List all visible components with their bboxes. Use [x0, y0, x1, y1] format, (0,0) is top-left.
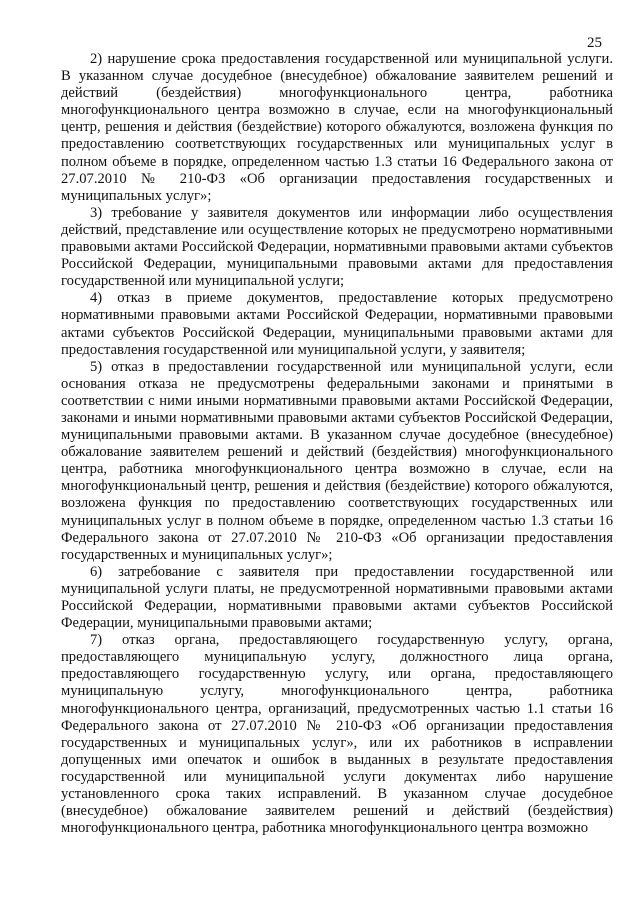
paragraph-item-6: 6) затребование с заявителя при предоставлении государственной или муниципальной услуги платы, не предусмотренной нормативными правовыми актами Российской Федерации, нормативными правовыми актами субъектов Российской Федерации, муниципальными правовыми актами; [61, 563, 613, 632]
paragraph-item-5: 5) отказ в предоставлении государственной или муниципальной услуги, если основания отказа не предусмотрены федеральными законами и принятыми в соответствии с ними иными нормативными правовыми актами Российской Федерации, законами и иными нормативными правовыми актами субъектов Российской Федерации, муниципальными правовыми актами. В указанном случае досудебное (внесудебное) обжалование заявителем решений и действий (бездействия) многофункционального центра, работника многофункционального центра возможно в случае, если на многофункциональный центр, решения и действия (бездействие) которого обжалуются, возложена функция по предоставлению соответствующих государственных или муниципальных услуг в полном объеме в порядке, определенном частью 1.3 статьи 16 Федерального закона от 27.07.2010 № 210-ФЗ «Об организации предоставления государственных и муниципальных услуг»; [61, 358, 613, 563]
paragraph-item-7: 7) отказ органа, предоставляющего государственную услугу, органа, предоставляющего муниципальную услугу, должностного лица органа, предоставляющего государственную услугу, или органа, предоставляющего муниципальную услугу, многофункционального центра, работника многофункционального центра, организаций, предусмотренных частью 1.1 статьи 16 Федерального закона от 27.07.2010 № 210-ФЗ «Об организации предоставления государственных и муниципальных услуг», или их работников в исправлении допущенных ими опечаток и ошибок в выданных в результате предоставления государственной или муниципальной услуги документах либо нарушение установленного срока таких исправлений. В указанном случае досудебное (внесудебное) обжалование заявителем решений и действий (бездействия) многофункционального центра, работника многофункционального центра возможно [61, 632, 613, 837]
document-body [61, 51, 613, 837]
page-number: 25 [587, 35, 602, 51]
paragraph-item-4: 4) отказ в приеме документов, предоставление которых предусмотрено нормативными правовыми актами Российской Федерации, нормативными правовыми актами субъектов Российской Федерации, муниципальными правовыми актами для предоставления государственной или муниципальной услуги, у заявителя; [61, 290, 613, 358]
paragraph-item-2: 2) нарушение срока предоставления государственной или муниципальной услуги. В указанном случае досудебное (внесудебное) обжалование заявителем решений и действий (бездействия) многофункционального центра, работника многофункционального центра возможно в случае, если на многофункциональный центр, решения и действия (бездействие) которого обжалуются, возложена функция по предоставлению соответствующих государственных или муниципальных услуг в полном объеме в порядке, определенном частью 1.3 статьи 16 Федерального закона от 27.07.2010 № 210-ФЗ «Об организации предоставления государственных и муниципальных услуг»; [61, 51, 613, 204]
paragraph-item-3: 3) требование у заявителя документов или информации либо осуществления действий, представление или осуществление которых не предусмотрено нормативными правовыми актами Российской Федерации, нормативными правовыми актами субъектов Российской Федерации, муниципальными правовыми актами для предоставления государственной или муниципальной услуги; [61, 204, 613, 290]
